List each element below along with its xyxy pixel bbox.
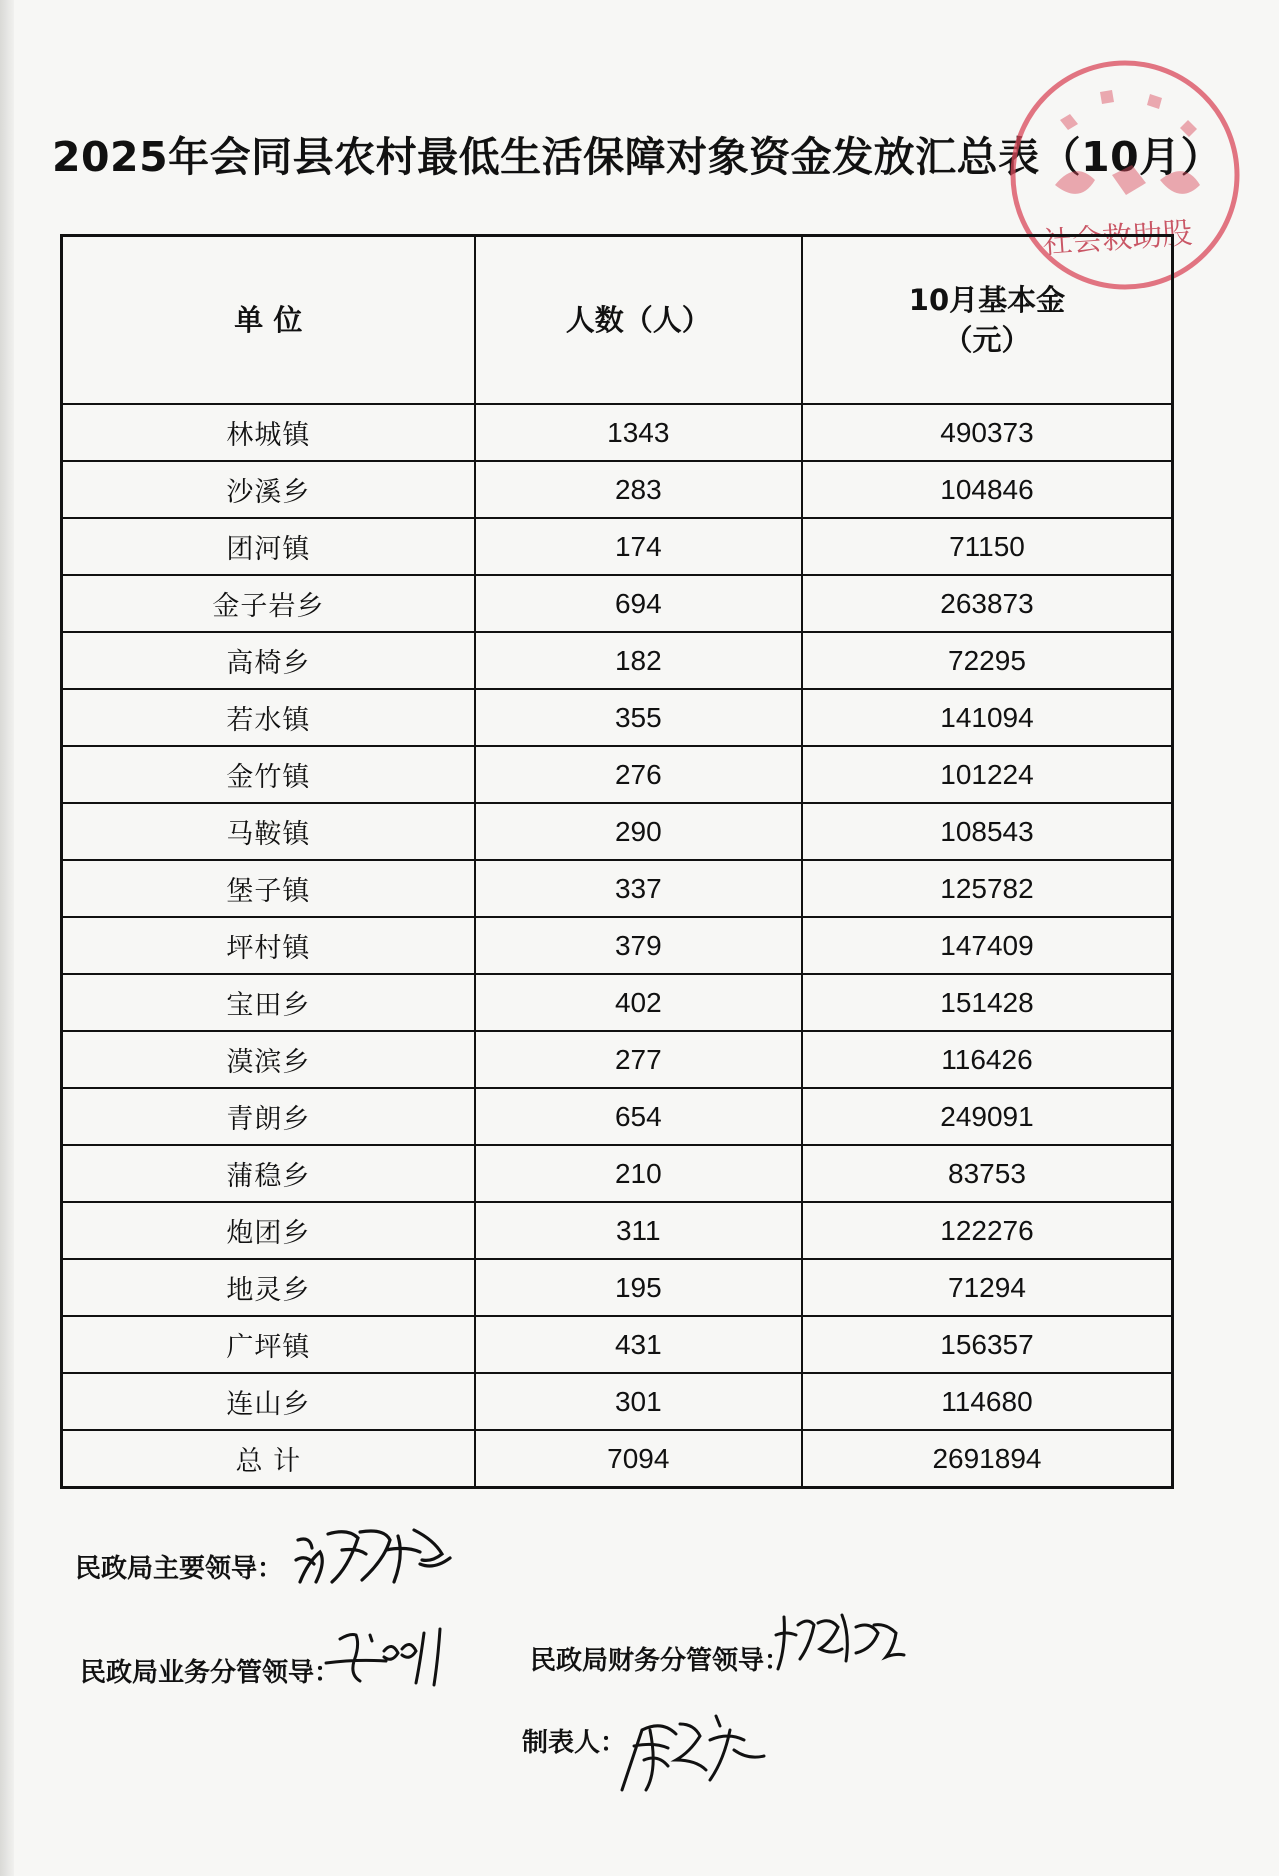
row-unit: 堡子镇	[62, 860, 475, 917]
row-amount: 72295	[802, 632, 1173, 689]
row-count: 301	[475, 1373, 802, 1430]
total-label: 总 计	[62, 1430, 475, 1488]
row-amount: 116426	[802, 1031, 1173, 1088]
row-count: 210	[475, 1145, 802, 1202]
row-amount: 147409	[802, 917, 1173, 974]
row-count: 182	[475, 632, 802, 689]
row-count: 694	[475, 575, 802, 632]
table-total-row	[62, 1430, 1173, 1488]
row-count: 195	[475, 1259, 802, 1316]
row-count: 1343	[475, 404, 802, 461]
row-unit: 炮团乡	[62, 1202, 475, 1259]
row-count: 431	[475, 1316, 802, 1373]
header-amount	[802, 236, 1173, 405]
page-edge	[0, 0, 14, 1876]
table-header-row	[62, 236, 1173, 405]
business-leader-signature	[320, 1615, 460, 1695]
table-row	[62, 974, 1173, 1031]
row-amount: 141094	[802, 689, 1173, 746]
row-count: 276	[475, 746, 802, 803]
row-unit: 广坪镇	[62, 1316, 475, 1373]
table-row	[62, 1145, 1173, 1202]
row-count: 283	[475, 461, 802, 518]
row-count: 311	[475, 1202, 802, 1259]
summary-table	[60, 234, 1174, 1489]
row-count: 277	[475, 1031, 802, 1088]
table-row	[62, 746, 1173, 803]
table-row	[62, 1316, 1173, 1373]
preparer-signature	[610, 1700, 780, 1800]
row-amount: 263873	[802, 575, 1173, 632]
row-unit: 地灵乡	[62, 1259, 475, 1316]
total-amount: 2691894	[802, 1430, 1173, 1488]
table-row	[62, 803, 1173, 860]
row-unit: 若水镇	[62, 689, 475, 746]
table-row	[62, 518, 1173, 575]
row-unit: 金子岩乡	[62, 575, 475, 632]
row-unit: 连山乡	[62, 1373, 475, 1430]
seal-text: 社会救助股	[1041, 215, 1194, 262]
row-amount: 101224	[802, 746, 1173, 803]
finance-leader-label: 民政局财务分管领导：	[530, 1646, 791, 1676]
row-amount: 83753	[802, 1145, 1173, 1202]
row-unit: 坪村镇	[62, 917, 475, 974]
header-unit: 单 位	[62, 236, 475, 405]
table-row	[62, 404, 1173, 461]
row-unit: 漠滨乡	[62, 1031, 475, 1088]
table-row	[62, 1031, 1173, 1088]
row-unit: 马鞍镇	[62, 803, 475, 860]
table-row	[62, 1259, 1173, 1316]
row-unit: 沙溪乡	[62, 461, 475, 518]
row-count: 290	[475, 803, 802, 860]
row-unit: 团河镇	[62, 518, 475, 575]
row-amount: 151428	[802, 974, 1173, 1031]
row-count: 174	[475, 518, 802, 575]
row-amount: 249091	[802, 1088, 1173, 1145]
row-count: 355	[475, 689, 802, 746]
header-amount-line1: 10月基本金	[908, 283, 1066, 317]
row-amount: 104846	[802, 461, 1173, 518]
row-unit: 林城镇	[62, 404, 475, 461]
row-count: 654	[475, 1088, 802, 1145]
table-row	[62, 1088, 1173, 1145]
business-leader-label: 民政局业务分管领导：	[80, 1658, 341, 1688]
row-unit: 宝田乡	[62, 974, 475, 1031]
row-amount: 71150	[802, 518, 1173, 575]
header-amount-line2: （元）	[943, 323, 1031, 357]
row-amount: 71294	[802, 1259, 1173, 1316]
row-amount: 125782	[802, 860, 1173, 917]
table-row	[62, 461, 1173, 518]
table-row	[62, 632, 1173, 689]
table-body	[62, 404, 1173, 1430]
row-amount: 156357	[802, 1316, 1173, 1373]
row-amount: 122276	[802, 1202, 1173, 1259]
header-count: 人数（人）	[475, 236, 802, 405]
chief-leader-label: 民政局主要领导：	[75, 1554, 284, 1584]
finance-leader-signature	[770, 1605, 910, 1675]
total-count: 7094	[475, 1430, 802, 1488]
table-row	[62, 575, 1173, 632]
chief-leader-signature	[290, 1520, 460, 1590]
row-count: 402	[475, 974, 802, 1031]
table-row	[62, 1373, 1173, 1430]
row-count: 379	[475, 917, 802, 974]
row-amount: 490373	[802, 404, 1173, 461]
table-row	[62, 1202, 1173, 1259]
row-unit: 蒲稳乡	[62, 1145, 475, 1202]
row-amount: 114680	[802, 1373, 1173, 1430]
row-amount: 108543	[802, 803, 1173, 860]
row-unit: 金竹镇	[62, 746, 475, 803]
preparer-label: 制表人：	[522, 1728, 627, 1758]
table-row	[62, 917, 1173, 974]
table-row	[62, 860, 1173, 917]
row-count: 337	[475, 860, 802, 917]
table-row	[62, 689, 1173, 746]
page-title: 2025年会同县农村最低生活保障对象资金发放汇总表（10月）	[52, 133, 1223, 181]
row-unit: 高椅乡	[62, 632, 475, 689]
row-unit: 青朗乡	[62, 1088, 475, 1145]
